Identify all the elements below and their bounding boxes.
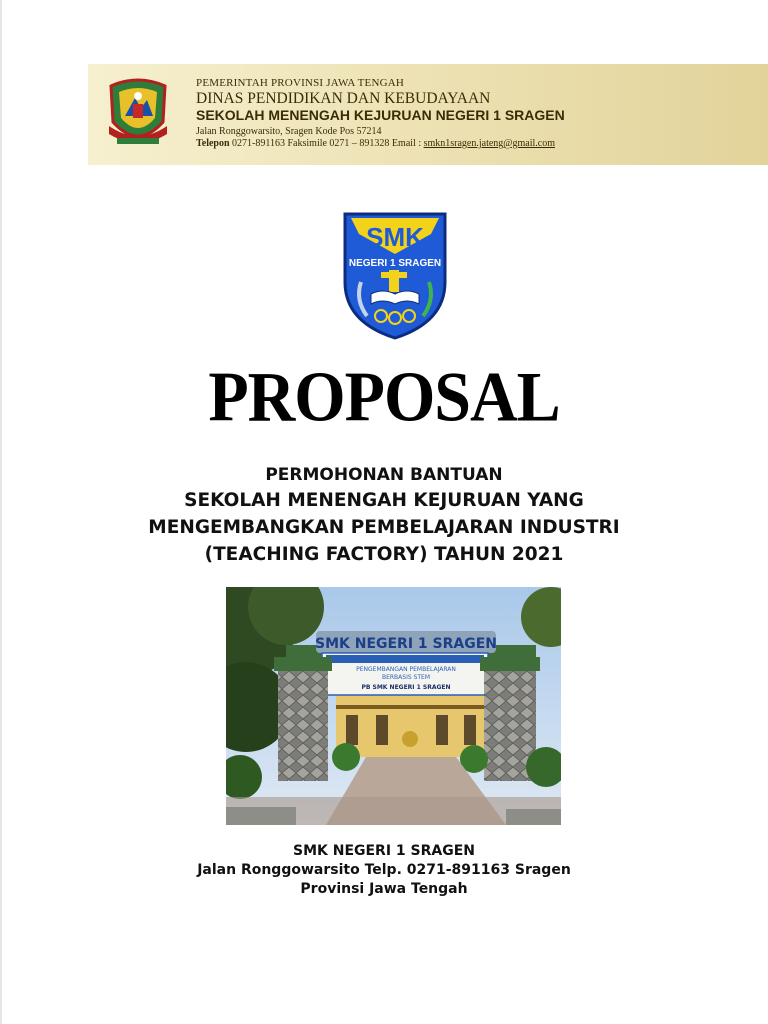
subtitle-line-1: PERMOHONAN BANTUAN	[265, 465, 503, 485]
letterhead-department: DINAS PENDIDIKAN DAN KEBUDAYAAN	[196, 90, 491, 107]
subtitle-line-2: SEKOLAH MENENGAH KEJURUAN YANG	[184, 490, 584, 511]
logo-smk-text: SMK	[366, 222, 424, 252]
letterhead	[88, 64, 768, 165]
smk-shield-logo	[341, 212, 449, 340]
letterhead-phone-label: Telepon	[196, 138, 230, 149]
central-java-emblem-icon	[105, 76, 171, 150]
photo-banner-line-1: PENGEMBANGAN PEMBELAJARAN	[356, 666, 456, 673]
letterhead-phone: 0271-891163 Faksimile 0271 – 891328 Email :	[229, 138, 424, 149]
letterhead-contact	[196, 138, 565, 150]
photo-banner-line-2: BERBASIS STEM	[381, 674, 431, 681]
logo-band-text: NEGERI 1 SRAGEN	[348, 258, 442, 269]
footer-province: Provinsi Jawa Tengah	[300, 881, 468, 897]
letterhead-text	[196, 77, 565, 150]
subtitle-line-4: (TEACHING FACTORY) TAHUN 2021	[204, 544, 564, 565]
footer-school-name: SMK NEGERI 1 SRAGEN	[292, 843, 476, 859]
subtitle-line-3: MENGEMBANGKAN PEMBELAJARAN INDUSTRI	[148, 517, 620, 538]
footer-street: Jalan Ronggowarsito Telp. 0271-891163 Sragen	[197, 862, 571, 878]
letterhead-government: PEMERINTAH PROVINSI JAWA TENGAH	[196, 77, 405, 89]
footer-address	[0, 842, 768, 899]
photo-gate-sign: SMK NEGERI 1 SRAGEN	[314, 636, 498, 652]
letterhead-email-link[interactable]: smkn1sragen.jateng@gmail.com	[423, 138, 555, 149]
proposal-title: PROPOSAL	[208, 358, 560, 437]
letterhead-address: Jalan Ronggowarsito, Sragen Kode Pos 57214	[196, 126, 382, 137]
letterhead-school-name: SEKOLAH MENENGAH KEJURUAN NEGERI 1 SRAGEN	[196, 107, 565, 123]
subtitle-block	[0, 463, 768, 568]
photo-banner-line-3: PB SMK NEGERI 1 SRAGEN	[361, 684, 451, 691]
school-gate-illustration	[226, 587, 561, 825]
school-gate-photo	[226, 587, 561, 825]
